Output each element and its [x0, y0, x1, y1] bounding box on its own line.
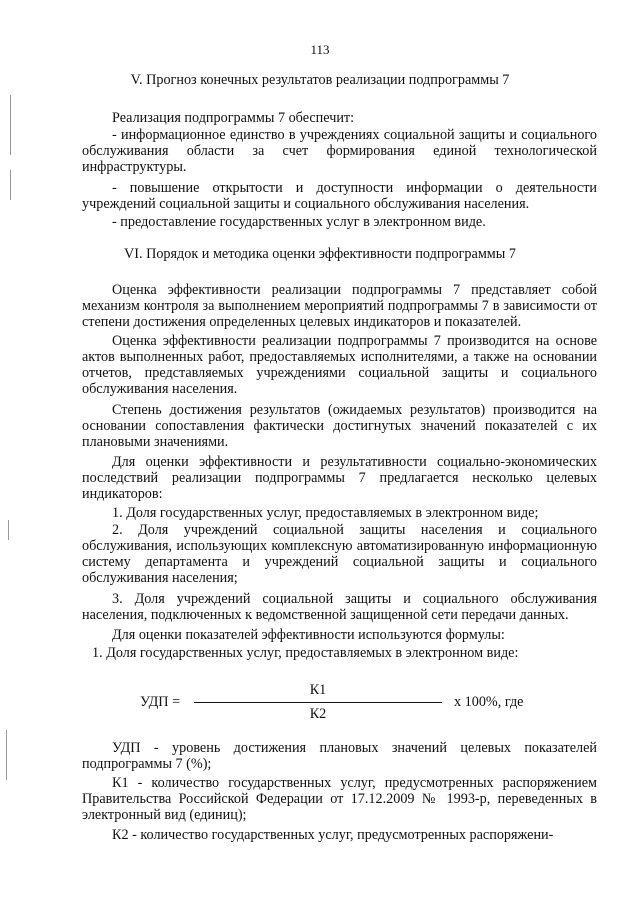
section-5-item-3: - предоставление государственных услуг в электронном виде.: [112, 214, 486, 230]
section-5-item-1: - информационное единство в учреждениях социальной защиты и социального обслуживания области за счет формирования единой технологической инфраструктуры.: [82, 127, 597, 175]
definition-udp: УДП - уровень достижения плановых значений целевых показателей подпрограммы 7 (%);: [82, 740, 597, 772]
section-6-heading: VI. Порядок и методика оценки эффективности подпрограммы 7: [124, 246, 516, 262]
formula-lhs: УДП =: [140, 694, 181, 710]
page-number: 113: [310, 42, 330, 57]
scan-margin-mark: [8, 520, 9, 540]
formulas-intro: Для оценки показателей эффективности используются формулы:: [112, 627, 505, 643]
formula-numerator: К1: [309, 682, 327, 698]
section-6-paragraph-4: Для оценки эффективности и результативности социально-экономических последствий реализации подпрограммы 7 предлагается несколько целевых индикаторов:: [82, 454, 597, 502]
section-6-paragraph-2: Оценка эффективности реализации подпрограммы 7 производится на основе актов выполненных работ, предоставляемых исполнителями, а также на основании отчетов, представляемых учреждениями социальной защиты и социального обслуживания населения.: [82, 333, 597, 397]
formula-udp: [0, 680, 640, 720]
indicator-2: 2. Доля учреждений социальной защиты населения и социального обслуживания, использующих комплексную автоматизированную информационную систему департамента и учреждений социальной защиты и социального обслуживания населения;: [82, 522, 597, 586]
section-5-item-2: - повышение открытости и доступности информации о деятельности учреждений социальной защиты и социального обслуживания населения.: [82, 180, 597, 212]
formula-1-title: 1. Доля государственных услуг, предоставляемых в электронном виде:: [92, 645, 519, 661]
section-5-heading: V. Прогноз конечных результатов реализации подпрограммы 7: [130, 72, 510, 88]
fraction-bar: [194, 702, 442, 703]
section-5-intro: Реализация подпрограммы 7 обеспечит:: [112, 110, 355, 126]
formula-denominator: К2: [309, 706, 327, 722]
indicator-1: 1. Доля государственных услуг, предоставляемых в электронном виде;: [112, 505, 539, 521]
scan-margin-mark: [10, 170, 11, 200]
definition-k2: К2 - количество государственных услуг, предусмотренных распоряжени-: [112, 827, 554, 843]
scan-margin-mark: [10, 95, 11, 155]
formula-rhs: х 100%, где: [454, 694, 524, 710]
section-6-paragraph-1: Оценка эффективности реализации подпрограммы 7 представляет собой механизм контроля за выполнением мероприятий подпрограммы 7 в зависимости от степени достижения определенных целевых индикаторов и показателей.: [82, 282, 597, 330]
indicator-3: 3. Доля учреждений социальной защиты и социального обслуживания населения, подключенных к ведомственной защищенной сети передачи данных.: [82, 591, 597, 623]
scan-margin-mark: [6, 730, 7, 780]
section-6-paragraph-3: Степень достижения результатов (ожидаемых результатов) производится на основании сопоставления фактически достигнутых значений показателей с их плановыми значениями.: [82, 402, 597, 450]
definition-k1: К1 - количество государственных услуг, предусмотренных распоряжением Правительства Российской Федерации от 17.12.2009 № 1993-р, переведенных в электронный вид (единиц);: [82, 775, 597, 823]
